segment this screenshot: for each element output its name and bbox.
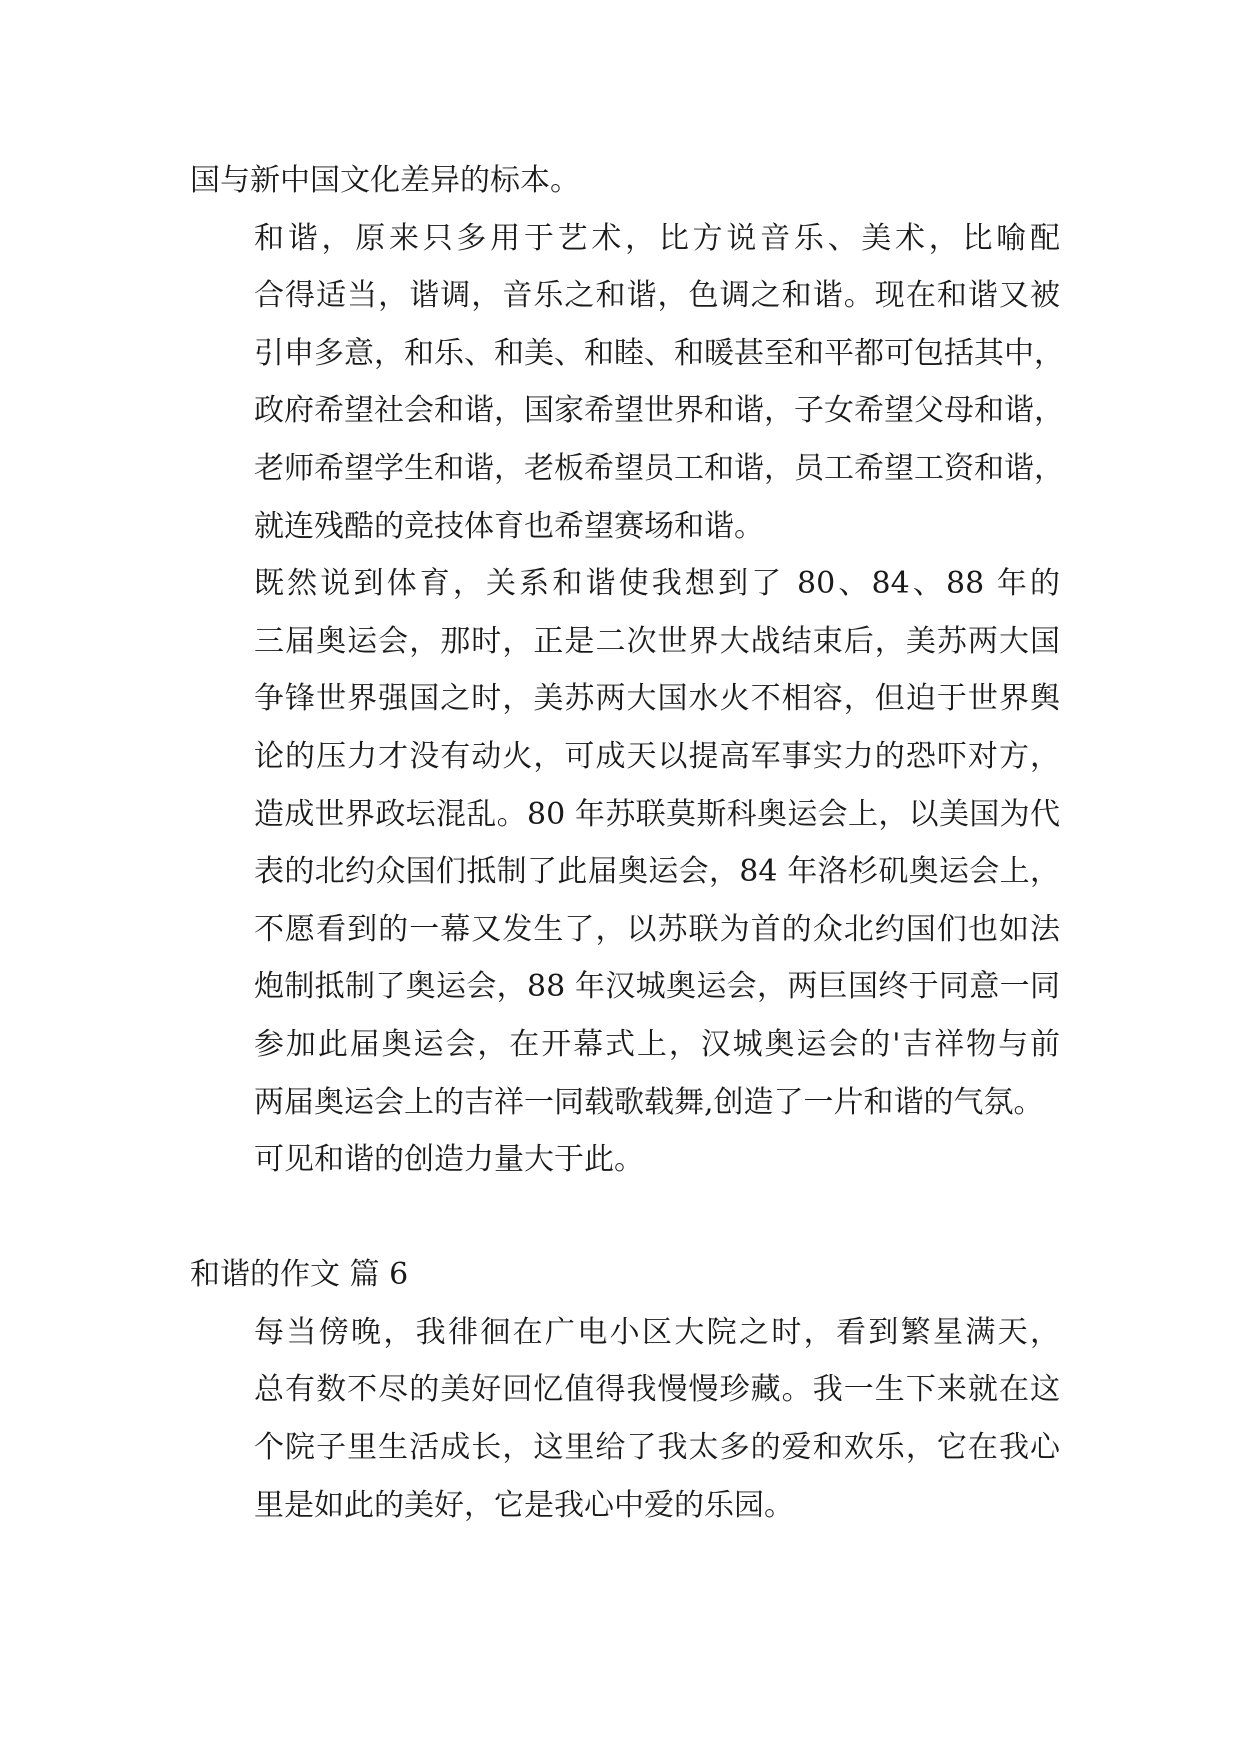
text-line: 可见和谐的创造力量大于此。 — [254, 1142, 644, 1178]
text-line: 参加此届奥运会，在开幕式上，汉城奥运会的'吉祥物与前 — [254, 1026, 1060, 1062]
document-body — [190, 152, 1064, 1534]
text-line: 和谐，原来只多用于艺术，比方说音乐、美术，比喻配 — [254, 220, 1060, 256]
paragraph-4 — [190, 1131, 1060, 1189]
text-line: 合得适当，谐调，音乐之和谐，色调之和谐。现在和谐又被 — [254, 278, 1060, 314]
text-line: 炮制抵制了奥运会，88 年汉城奥运会，两巨国终于同意一同 — [254, 969, 1060, 1005]
paragraph-2 — [190, 210, 1064, 556]
text-line: 总有数不尽的美好回忆值得我慢慢珍藏。我一生下来就在这 — [254, 1372, 1060, 1408]
paragraph-5 — [190, 1304, 1060, 1534]
blank-line — [190, 1189, 1060, 1247]
text-line: 表的北约众国们抵制了此届奥运会，84 年洛杉矶奥运会上， — [254, 854, 1060, 890]
text-line: 每当傍晚，我徘徊在广电小区大院之时，看到繁星满天， — [254, 1314, 1060, 1350]
text-line: 政府希望社会和谐，国家希望世界和谐，子女希望父母和谐， — [254, 393, 1064, 429]
section-heading: 和谐的作文 篇 6 — [190, 1257, 409, 1293]
text-line: 国与新中国文化差异的标本。 — [190, 163, 580, 198]
text-line: 既然说到体育，关系和谐使我想到了 80、84、88 年的 — [254, 566, 1060, 602]
text-line: 就连残酷的竞技体育也希望赛场和谐。 — [254, 508, 764, 544]
paragraph-3 — [190, 555, 1060, 1131]
text-line: 争锋世界强国之时，美苏两大国水火不相容，但迫于世界舆 — [254, 681, 1060, 717]
text-line: 引申多意，和乐、和美、和睦、和暖甚至和平都可包括其中， — [254, 335, 1064, 371]
text-line: 两届奥运会上的吉祥一同载歌载舞,创造了一片和谐的气氛。 — [254, 1084, 1044, 1120]
text-line: 造成世界政坛混乱。80 年苏联莫斯科奥运会上，以美国为代 — [254, 796, 1060, 832]
text-line: 里是如此的美好，它是我心中爱的乐园。 — [254, 1487, 794, 1523]
paragraph-1 — [190, 152, 1060, 210]
text-line: 三届奥运会，那时，正是二次世界大战结束后，美苏两大国 — [254, 623, 1060, 659]
text-line: 论的压力才没有动火，可成天以提高军事实力的恐吓对方， — [254, 738, 1060, 774]
text-line: 不愿看到的一幕又发生了，以苏联为首的众北约国们也如法 — [254, 911, 1060, 947]
text-line: 老师希望学生和谐，老板希望员工和谐，员工希望工资和谐， — [254, 450, 1064, 486]
text-line: 个院子里生活成长，这里给了我太多的爱和欢乐，它在我心 — [254, 1430, 1060, 1466]
